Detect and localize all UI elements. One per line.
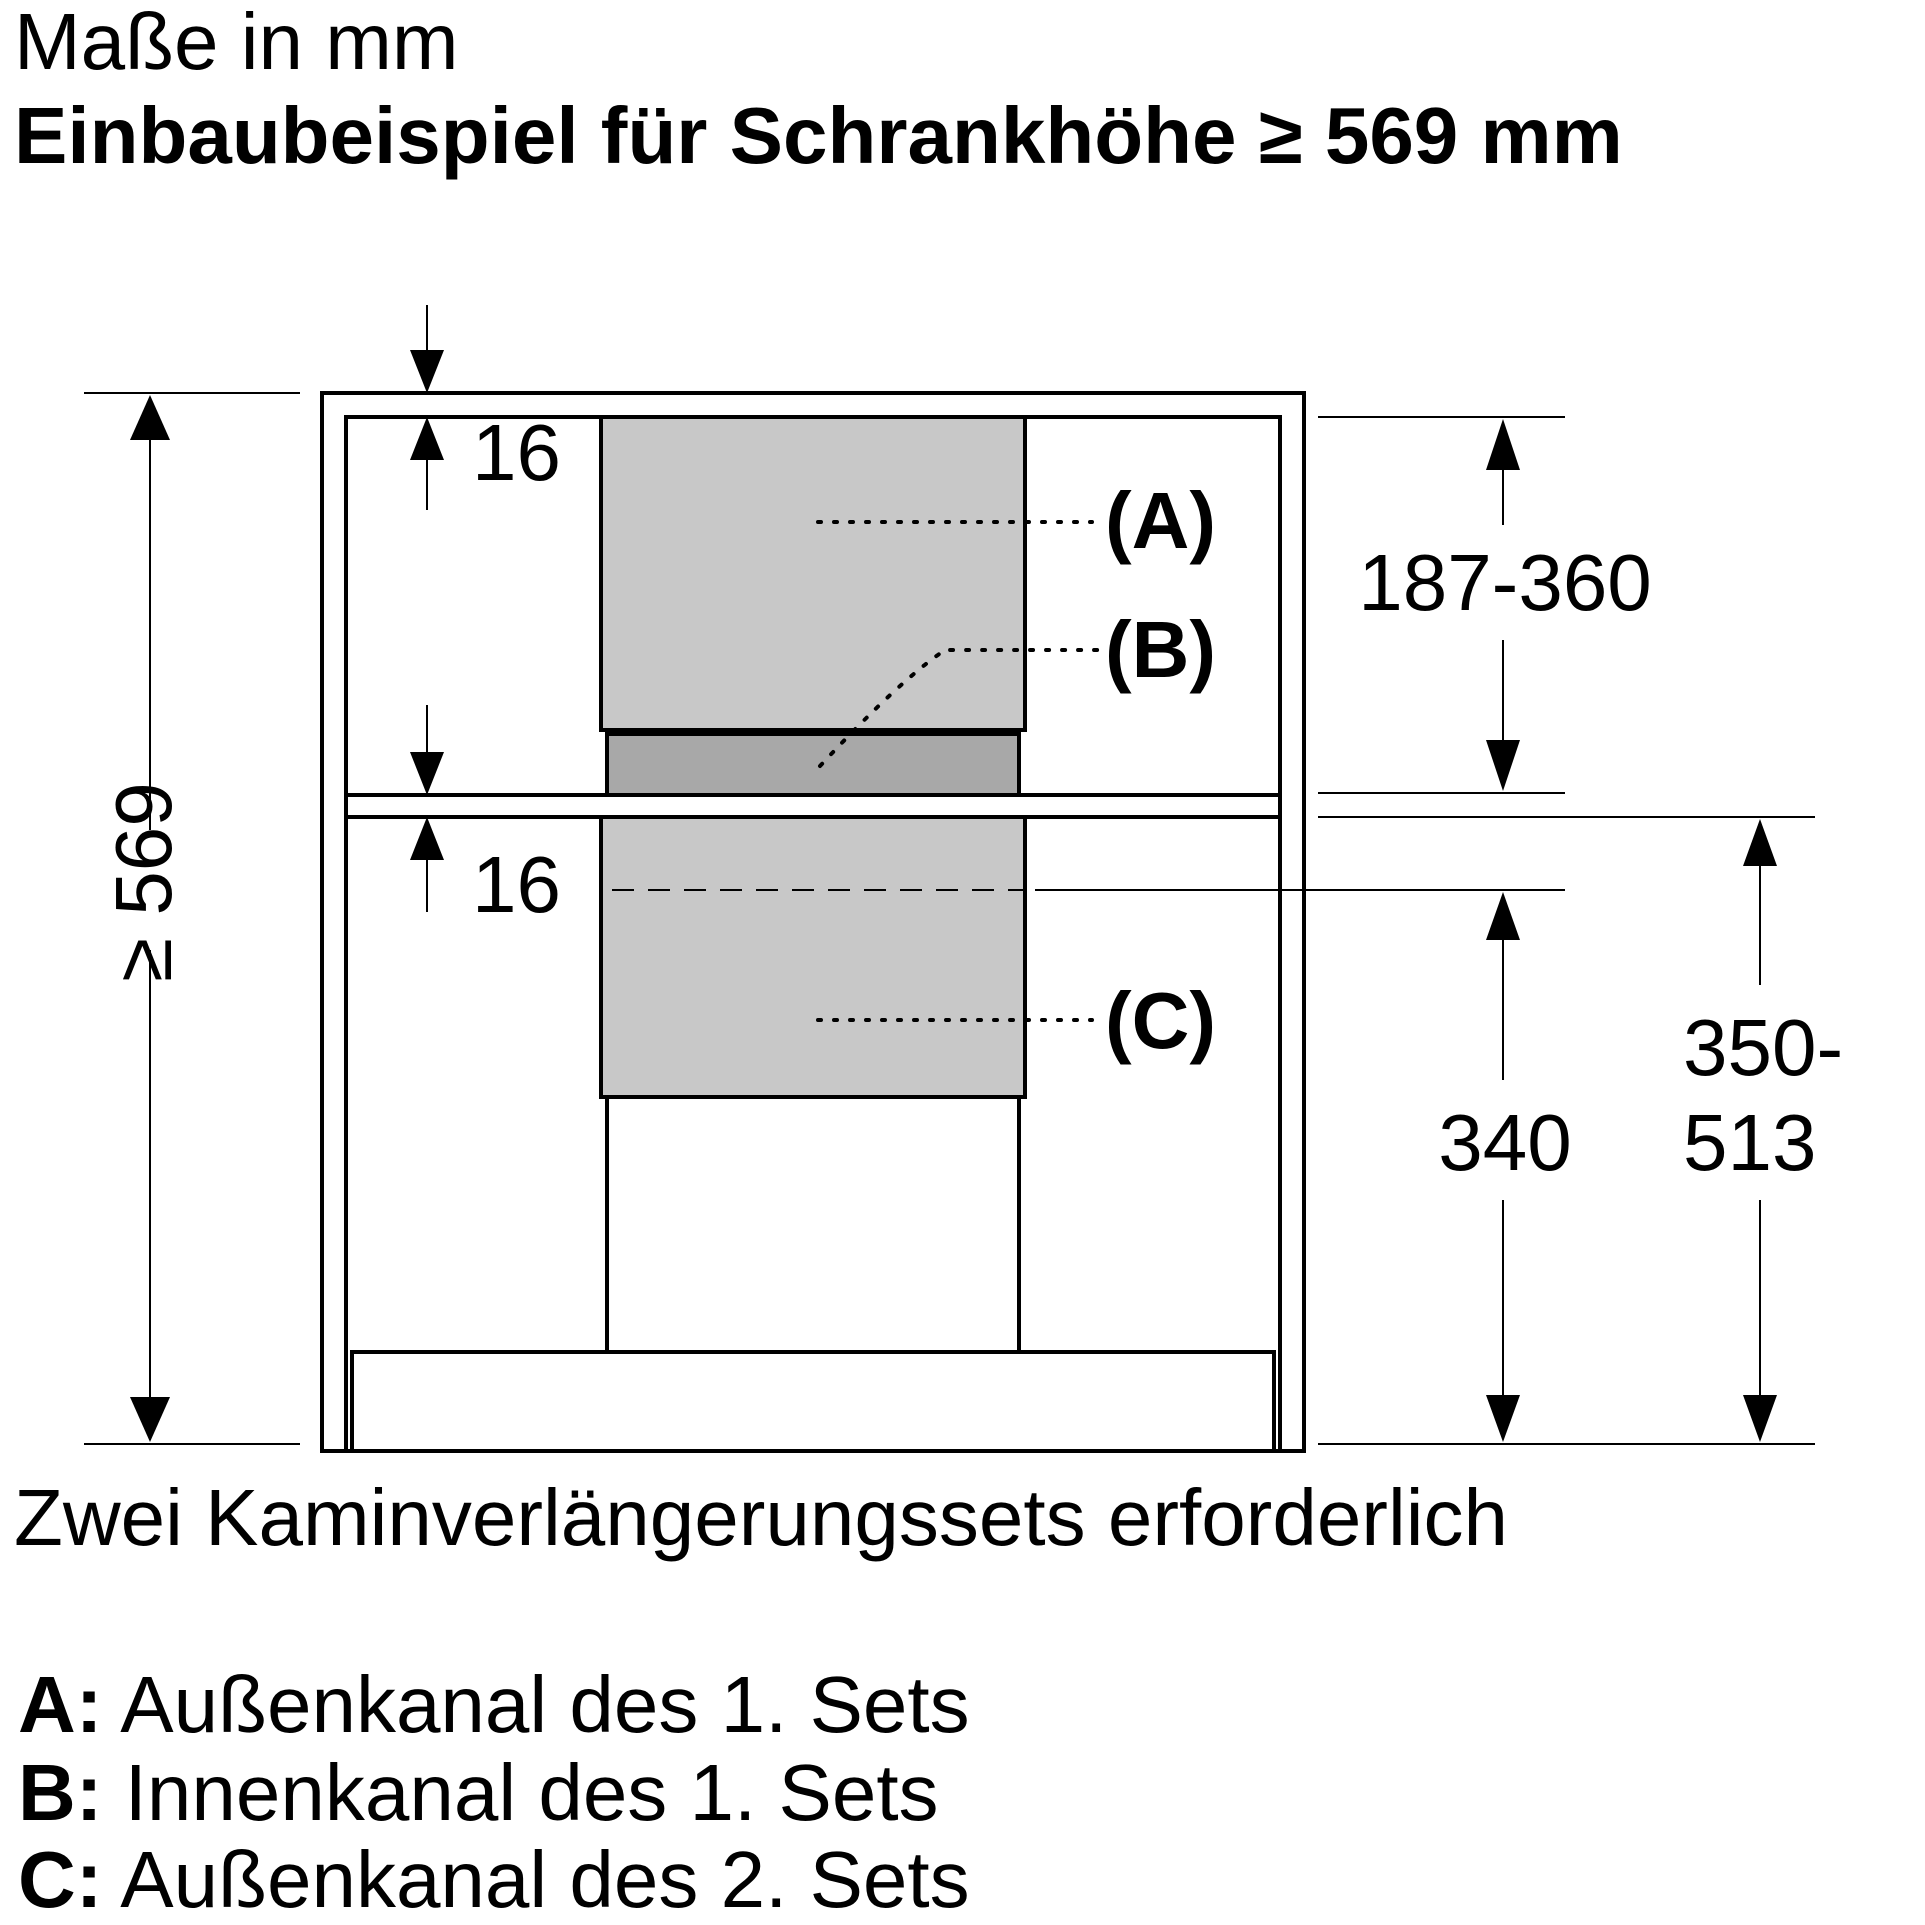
arrow-down-icon — [1743, 1395, 1777, 1442]
arrow-up-icon — [1743, 819, 1777, 866]
range-hood — [352, 1352, 1274, 1451]
arrow-down-icon — [1486, 1395, 1520, 1442]
label-lower-range-2: 513 — [1683, 1098, 1817, 1187]
label-a: (A) — [1105, 476, 1217, 565]
legend-item-c — [18, 1835, 970, 1924]
arrow-up-icon — [410, 417, 444, 460]
arrow-up-icon — [1486, 419, 1520, 470]
arrow-down-icon — [410, 752, 444, 795]
legend-item-b — [18, 1748, 939, 1837]
duct-b — [607, 734, 1019, 795]
legend-text: Außenkanal des 2. Sets — [102, 1835, 970, 1924]
legend-key: B: — [18, 1748, 103, 1837]
arrow-up-icon — [410, 817, 444, 860]
duct-c — [601, 817, 1025, 1097]
legend-text: Außenkanal des 1. Sets — [102, 1660, 970, 1749]
label-c: (C) — [1105, 976, 1217, 1065]
duct-a — [601, 417, 1025, 730]
legend-item-a — [18, 1660, 970, 1749]
arrow-down-icon — [130, 1397, 170, 1442]
arrow-down-icon — [410, 350, 444, 393]
diagram-title: Einbaubeispiel für Schrankhöhe ≥ 569 mm — [14, 91, 1623, 180]
requirement-note: Zwei Kaminverlängerungssets erforderlich — [14, 1473, 1508, 1562]
label-b: (B) — [1105, 605, 1217, 694]
legend-key: C: — [18, 1835, 103, 1924]
arrow-down-icon — [1486, 740, 1520, 791]
legend-key: A: — [18, 1660, 103, 1749]
label-lower-height: 340 — [1438, 1098, 1572, 1187]
label-cabinet-height: ≥ 569 — [99, 782, 189, 982]
units-note: Maße in mm — [14, 0, 459, 86]
legend-text: Innenkanal des 1. Sets — [102, 1748, 939, 1837]
label-upper-range: 187-360 — [1358, 538, 1652, 627]
label-top-gap: 16 — [472, 408, 561, 497]
label-middle-gap: 16 — [472, 840, 561, 929]
arrow-up-icon — [130, 395, 170, 440]
label-lower-range-1: 350- — [1683, 1003, 1844, 1092]
inner-duct-lower — [607, 1097, 1019, 1352]
arrow-up-icon — [1486, 892, 1520, 940]
cabinet-shelf — [346, 795, 1280, 817]
